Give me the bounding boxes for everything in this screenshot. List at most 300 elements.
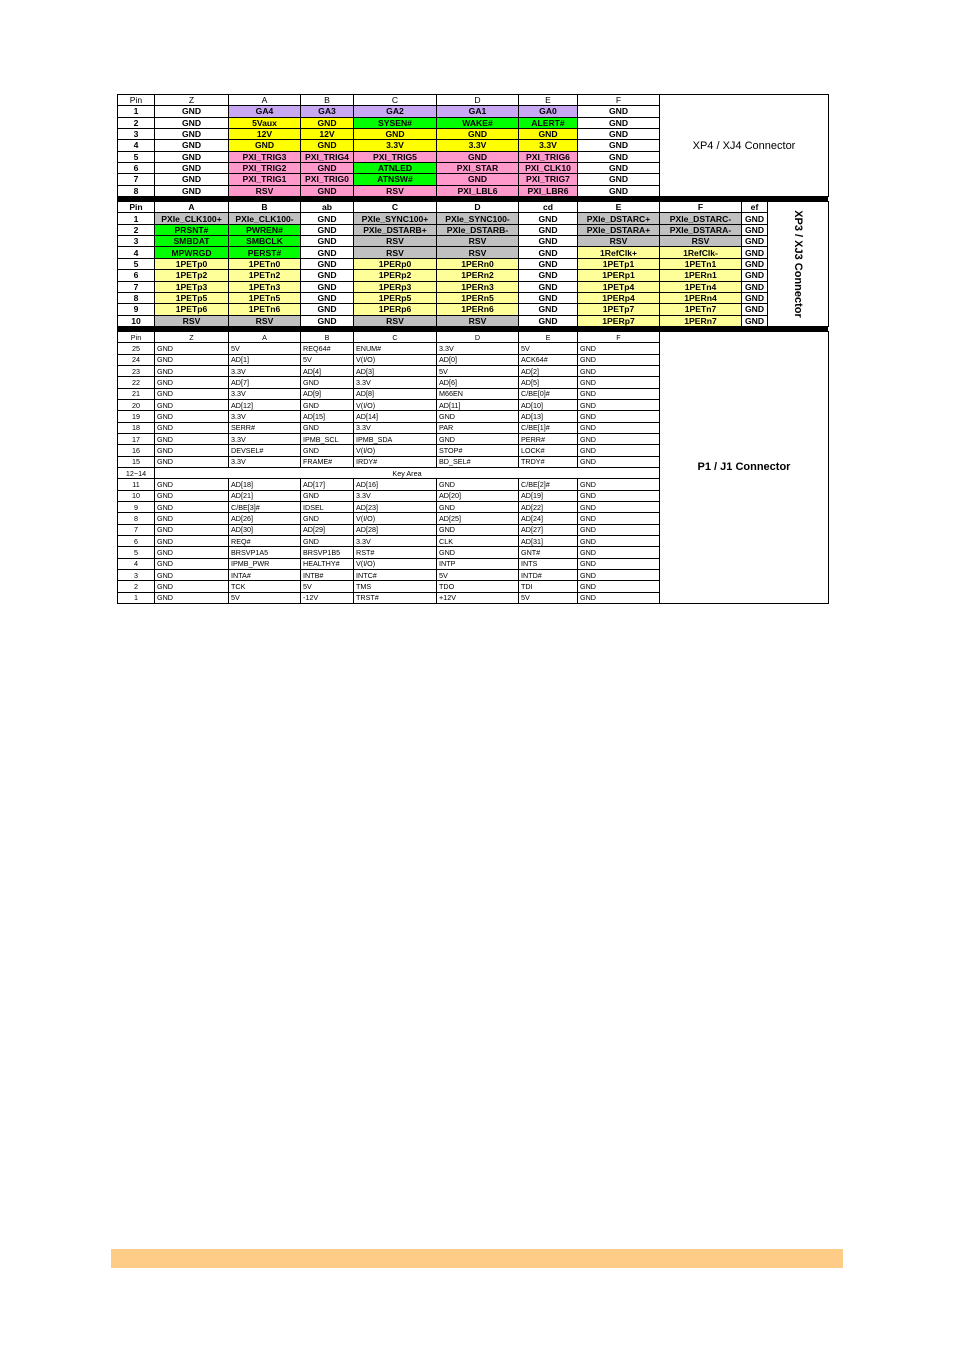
- pin-number: 4: [118, 247, 155, 258]
- pin-signal: GND: [301, 258, 354, 269]
- pin-signal: V(I/O): [354, 513, 437, 524]
- pin-signal: AD[12]: [229, 399, 301, 410]
- pin-number: 23: [118, 365, 155, 376]
- pin-signal: GA4: [229, 106, 301, 117]
- column-header: F: [578, 332, 660, 343]
- connector-label: XP3 / XJ3 Connector: [792, 210, 804, 318]
- pin-signal: AD[15]: [301, 411, 354, 422]
- pin-signal: GND: [578, 365, 660, 376]
- pin-signal: 1PERp1: [578, 270, 660, 281]
- pin-signal: TDI: [519, 581, 578, 592]
- pin-number: 7: [118, 174, 155, 185]
- pin-signal: GND: [437, 547, 519, 558]
- pin-signal: GND: [354, 128, 437, 139]
- column-header: Pin: [118, 332, 155, 343]
- pin-signal: GND: [155, 524, 229, 535]
- pin-number: 7: [118, 524, 155, 535]
- pin-signal: GND: [301, 185, 354, 196]
- pin-signal: 3.3V: [229, 365, 301, 376]
- pin-signal: PXI_TRIG4: [301, 151, 354, 162]
- pin-signal: GA0: [519, 106, 578, 117]
- pin-signal: GND: [742, 281, 768, 292]
- pin-signal: 5V: [301, 354, 354, 365]
- pin-signal: 1PERn1: [660, 270, 742, 281]
- pin-signal: 1PERp2: [354, 270, 437, 281]
- pin-signal: IRDY#: [354, 456, 437, 467]
- pin-signal: GND: [742, 304, 768, 315]
- pin-signal: GND: [155, 535, 229, 546]
- pin-signal: AD[16]: [354, 479, 437, 490]
- pin-signal: AD[5]: [519, 377, 578, 388]
- pin-signal: GND: [437, 174, 519, 185]
- pin-signal: IPMB_SCL: [301, 433, 354, 444]
- column-header: Z: [155, 95, 229, 106]
- pin-number: 11: [118, 479, 155, 490]
- pin-signal: AD[22]: [519, 501, 578, 512]
- column-header: cd: [519, 202, 578, 213]
- pin-signal: GND: [578, 377, 660, 388]
- pin-signal: RSV: [354, 236, 437, 247]
- pin-signal: GND: [155, 558, 229, 569]
- pin-number: 5: [118, 547, 155, 558]
- pin-signal: FRAME#: [301, 456, 354, 467]
- pin-signal: 1PERp6: [354, 304, 437, 315]
- pin-signal: GND: [301, 224, 354, 235]
- pin-signal: RST#: [354, 547, 437, 558]
- pin-signal: 3.3V: [437, 140, 519, 151]
- pin-signal: GND: [578, 128, 660, 139]
- pin-signal: AD[11]: [437, 399, 519, 410]
- pin-signal: ALERT#: [519, 117, 578, 128]
- pin-signal: GND: [742, 258, 768, 269]
- pin-signal: 1PERn5: [437, 292, 519, 303]
- pin-signal: GND: [578, 490, 660, 501]
- key-area-label: Key Area: [155, 467, 660, 478]
- column-header: A: [155, 202, 229, 213]
- pin-signal: PXIe_DSTARB+: [354, 224, 437, 235]
- column-header: F: [578, 95, 660, 106]
- column-header: Pin: [118, 202, 155, 213]
- pin-signal: RSV: [578, 236, 660, 247]
- pin-signal: AD[30]: [229, 524, 301, 535]
- pin-signal: AD[14]: [354, 411, 437, 422]
- pin-signal: ATNSW#: [354, 174, 437, 185]
- pin-signal: GND: [155, 354, 229, 365]
- pin-signal: C/BE[1]#: [519, 422, 578, 433]
- pin-signal: GND: [301, 315, 354, 326]
- table-row: [118, 213, 829, 224]
- pin-signal: 1PETn0: [229, 258, 301, 269]
- pin-signal: ATNLED: [354, 162, 437, 173]
- pin-signal: 1PETn3: [229, 281, 301, 292]
- column-header: E: [578, 202, 660, 213]
- pin-signal: GND: [578, 399, 660, 410]
- pin-signal: 12V: [229, 128, 301, 139]
- pin-signal: GND: [155, 185, 229, 196]
- pin-number: 18: [118, 422, 155, 433]
- pin-signal: PXI_TRIG3: [229, 151, 301, 162]
- table-row: [118, 281, 829, 292]
- pin-signal: PXI_TRIG7: [519, 174, 578, 185]
- pin-signal: GND: [742, 224, 768, 235]
- pin-signal: 5Vaux: [229, 117, 301, 128]
- pin-signal: 1PETn1: [660, 258, 742, 269]
- pin-signal: PXIe_DSTARC+: [578, 213, 660, 224]
- pin-signal: GND: [519, 128, 578, 139]
- pin-number: 8: [118, 292, 155, 303]
- pin-signal: GND: [155, 377, 229, 388]
- pin-signal: AD[26]: [229, 513, 301, 524]
- pin-signal: SERR#: [229, 422, 301, 433]
- column-header: E: [519, 95, 578, 106]
- pin-signal: AD[9]: [301, 388, 354, 399]
- pin-signal: 3.3V: [354, 535, 437, 546]
- pin-signal: GND: [578, 547, 660, 558]
- pin-signal: GND: [301, 140, 354, 151]
- pin-signal: GND: [155, 513, 229, 524]
- pin-number: 4: [118, 140, 155, 151]
- pin-signal: 1PETp6: [155, 304, 229, 315]
- pin-signal: GND: [301, 236, 354, 247]
- pin-signal: 1PETp0: [155, 258, 229, 269]
- pin-signal: BD_SEL#: [437, 456, 519, 467]
- pin-signal: PXI_TRIG1: [229, 174, 301, 185]
- pin-signal: GND: [155, 456, 229, 467]
- pin-signal: GND: [578, 513, 660, 524]
- pin-number: 12~14: [118, 467, 155, 478]
- pin-signal: BRSVP1B5: [301, 547, 354, 558]
- pin-signal: GND: [155, 547, 229, 558]
- pin-signal: M66EN: [437, 388, 519, 399]
- pin-signal: RSV: [354, 247, 437, 258]
- pin-signal: GND: [578, 343, 660, 354]
- pin-signal: V(I/O): [354, 354, 437, 365]
- column-header: ef: [742, 202, 768, 213]
- pin-signal: GND: [155, 433, 229, 444]
- pin-signal: 1PERp5: [354, 292, 437, 303]
- pin-signal: 1PERn4: [660, 292, 742, 303]
- pin-signal: RSV: [437, 247, 519, 258]
- pin-signal: GND: [742, 247, 768, 258]
- pin-signal: TRDY#: [519, 456, 578, 467]
- pin-number: 24: [118, 354, 155, 365]
- pin-signal: C/BE[2]#: [519, 479, 578, 490]
- pin-signal: GND: [578, 581, 660, 592]
- pin-signal: GND: [301, 281, 354, 292]
- pin-signal: PRSNT#: [155, 224, 229, 235]
- pin-signal: GND: [155, 151, 229, 162]
- pin-signal: GND: [578, 535, 660, 546]
- pin-number: 3: [118, 128, 155, 139]
- pin-signal: GND: [301, 377, 354, 388]
- pin-signal: MPWRGD: [155, 247, 229, 258]
- pin-signal: GND: [155, 365, 229, 376]
- pin-signal: 3.3V: [229, 433, 301, 444]
- pin-signal: GND: [155, 501, 229, 512]
- pin-signal: GND: [578, 456, 660, 467]
- p1-table-body: [118, 332, 829, 604]
- pin-signal: 1PERn0: [437, 258, 519, 269]
- pin-signal: AD[20]: [437, 490, 519, 501]
- pin-signal: TDO: [437, 581, 519, 592]
- pin-signal: 1PETp4: [578, 281, 660, 292]
- pin-signal: GNT#: [519, 547, 578, 558]
- pin-signal: PERR#: [519, 433, 578, 444]
- header-row: [118, 95, 829, 106]
- p1-connector-table: [117, 331, 829, 604]
- pin-signal: AD[18]: [229, 479, 301, 490]
- pin-signal: INTP: [437, 558, 519, 569]
- pin-signal: PWREN#: [229, 224, 301, 235]
- pin-signal: PERST#: [229, 247, 301, 258]
- pin-signal: INTA#: [229, 569, 301, 580]
- pin-signal: RSV: [354, 315, 437, 326]
- pin-signal: PXI_STAR: [437, 162, 519, 173]
- xp4-connector-table: [117, 94, 829, 197]
- pin-signal: AD[17]: [301, 479, 354, 490]
- pin-signal: PXIe_DSTARB-: [437, 224, 519, 235]
- pin-signal: SYSEN#: [354, 117, 437, 128]
- pin-signal: PXI_TRIG2: [229, 162, 301, 173]
- pin-signal: AD[25]: [437, 513, 519, 524]
- pin-signal: IPMB_PWR: [229, 558, 301, 569]
- pin-number: 4: [118, 558, 155, 569]
- pin-signal: GND: [578, 106, 660, 117]
- pin-signal: RSV: [155, 315, 229, 326]
- table-row: [118, 247, 829, 258]
- header-row: [118, 332, 829, 343]
- pin-signal: AD[31]: [519, 535, 578, 546]
- pin-signal: INTB#: [301, 569, 354, 580]
- pin-signal: DEVSEL#: [229, 445, 301, 456]
- pin-signal: GND: [519, 315, 578, 326]
- pin-signal: AD[21]: [229, 490, 301, 501]
- pin-signal: GND: [578, 445, 660, 456]
- pin-signal: PXIe_CLK100+: [155, 213, 229, 224]
- pin-signal: GND: [578, 524, 660, 535]
- pin-signal: 3.3V: [519, 140, 578, 151]
- pin-signal: RSV: [660, 236, 742, 247]
- column-header: D: [437, 202, 519, 213]
- pin-signal: 1PETn5: [229, 292, 301, 303]
- pin-signal: PXIe_SYNC100+: [354, 213, 437, 224]
- pin-number: 16: [118, 445, 155, 456]
- pin-signal: GA2: [354, 106, 437, 117]
- pin-number: 6: [118, 535, 155, 546]
- pin-signal: GND: [301, 535, 354, 546]
- pin-signal: PXI_LBR6: [519, 185, 578, 196]
- pin-signal: GND: [578, 388, 660, 399]
- pin-signal: 5V: [301, 581, 354, 592]
- pin-signal: GND: [437, 433, 519, 444]
- pin-signal: GND: [301, 490, 354, 501]
- pin-signal: GND: [437, 151, 519, 162]
- header-row: [118, 202, 829, 213]
- pin-signal: GND: [155, 106, 229, 117]
- pin-signal: PXIe_DSTARC-: [660, 213, 742, 224]
- pin-signal: PXI_CLK10: [519, 162, 578, 173]
- pin-signal: 5V: [437, 569, 519, 580]
- pin-signal: GND: [578, 422, 660, 433]
- pin-signal: PXIe_SYNC100-: [437, 213, 519, 224]
- pin-signal: GND: [437, 524, 519, 535]
- pin-number: 3: [118, 569, 155, 580]
- pin-number: 22: [118, 377, 155, 388]
- pin-signal: AD[19]: [519, 490, 578, 501]
- pin-number: 19: [118, 411, 155, 422]
- xp4-table-body: [118, 95, 829, 197]
- pin-signal: ENUM#: [354, 343, 437, 354]
- pin-number: 6: [118, 270, 155, 281]
- pin-signal: V(I/O): [354, 445, 437, 456]
- pin-signal: GND: [155, 128, 229, 139]
- pin-signal: SMBDAT: [155, 236, 229, 247]
- xp3-table-body: [118, 202, 829, 327]
- pin-number: 10: [118, 490, 155, 501]
- pin-signal: 1RefClk+: [578, 247, 660, 258]
- pin-signal: RSV: [229, 185, 301, 196]
- pin-signal: TMS: [354, 581, 437, 592]
- pin-signal: GND: [578, 558, 660, 569]
- pin-signal: GND: [519, 258, 578, 269]
- pin-signal: 1PERn6: [437, 304, 519, 315]
- pin-signal: GND: [578, 479, 660, 490]
- column-header: A: [229, 332, 301, 343]
- pin-signal: GND: [229, 140, 301, 151]
- pin-signal: 1PETp1: [578, 258, 660, 269]
- pin-signal: GND: [155, 162, 229, 173]
- pin-signal: AD[3]: [354, 365, 437, 376]
- pin-signal: GND: [155, 569, 229, 580]
- pin-signal: GND: [742, 292, 768, 303]
- pin-signal: GND: [578, 117, 660, 128]
- column-header: C: [354, 95, 437, 106]
- pin-number: 1: [118, 213, 155, 224]
- pin-signal: GND: [301, 399, 354, 410]
- pin-number: 8: [118, 185, 155, 196]
- pin-signal: AD[7]: [229, 377, 301, 388]
- pin-signal: C/BE[3]#: [229, 501, 301, 512]
- pin-signal: GND: [437, 128, 519, 139]
- pin-signal: 3.3V: [354, 490, 437, 501]
- pin-signal: PAR: [437, 422, 519, 433]
- column-header: B: [229, 202, 301, 213]
- pin-signal: IDSEL: [301, 501, 354, 512]
- pin-signal: AD[2]: [519, 365, 578, 376]
- pin-signal: PXI_TRIG6: [519, 151, 578, 162]
- pin-number: 2: [118, 117, 155, 128]
- pin-signal: REQ#: [229, 535, 301, 546]
- pin-signal: GND: [155, 117, 229, 128]
- pin-signal: RSV: [229, 315, 301, 326]
- pin-signal: AD[27]: [519, 524, 578, 535]
- pin-number: 1: [118, 106, 155, 117]
- pin-signal: GND: [437, 501, 519, 512]
- pin-number: 1: [118, 592, 155, 603]
- pin-signal: 3.3V: [437, 343, 519, 354]
- pin-signal: 1PERn7: [660, 315, 742, 326]
- column-header: ab: [301, 202, 354, 213]
- pin-signal: GND: [155, 445, 229, 456]
- column-header: E: [519, 332, 578, 343]
- pin-signal: GND: [742, 315, 768, 326]
- table-row: [118, 236, 829, 247]
- pin-number: 15: [118, 456, 155, 467]
- pin-number: 10: [118, 315, 155, 326]
- column-header: C: [354, 202, 437, 213]
- column-header: D: [437, 95, 519, 106]
- pin-signal: 1PERp3: [354, 281, 437, 292]
- pin-signal: 1PERp4: [578, 292, 660, 303]
- pin-signal: INTD#: [519, 569, 578, 580]
- pin-signal: GND: [519, 304, 578, 315]
- pin-signal: GND: [519, 213, 578, 224]
- pin-signal: 5V: [229, 592, 301, 603]
- pin-signal: 3.3V: [354, 422, 437, 433]
- pin-signal: AD[23]: [354, 501, 437, 512]
- footer-bar: [111, 1249, 843, 1268]
- connector-label: P1 / J1 Connector: [660, 332, 829, 604]
- column-header: Pin: [118, 95, 155, 106]
- pin-signal: GND: [578, 592, 660, 603]
- pin-signal: GND: [742, 213, 768, 224]
- pin-number: 17: [118, 433, 155, 444]
- pin-signal: RSV: [437, 236, 519, 247]
- pin-signal: GND: [519, 236, 578, 247]
- table-row: [118, 292, 829, 303]
- pin-signal: 1PETp5: [155, 292, 229, 303]
- pin-number: 9: [118, 501, 155, 512]
- column-header: F: [660, 202, 742, 213]
- column-header: D: [437, 332, 519, 343]
- pin-signal: AD[1]: [229, 354, 301, 365]
- pin-signal: AD[29]: [301, 524, 354, 535]
- pin-signal: +12V: [437, 592, 519, 603]
- pin-signal: 5V: [437, 365, 519, 376]
- pin-signal: GND: [155, 581, 229, 592]
- pin-signal: PXI_TRIG0: [301, 174, 354, 185]
- pin-signal: 1PETp7: [578, 304, 660, 315]
- pin-signal: AD[24]: [519, 513, 578, 524]
- column-header: B: [301, 95, 354, 106]
- pin-signal: GND: [437, 479, 519, 490]
- table-row: [118, 315, 829, 326]
- pin-signal: V(I/O): [354, 399, 437, 410]
- table-row: [118, 258, 829, 269]
- pin-signal: 12V: [301, 128, 354, 139]
- table-row: [118, 270, 829, 281]
- pin-signal: GND: [578, 411, 660, 422]
- pin-signal: 1PERp7: [578, 315, 660, 326]
- pin-signal: GND: [301, 292, 354, 303]
- pin-signal: GND: [519, 224, 578, 235]
- pin-signal: TCK: [229, 581, 301, 592]
- pin-signal: GND: [155, 490, 229, 501]
- pin-signal: 1PERp0: [354, 258, 437, 269]
- table-row: [118, 304, 829, 315]
- pin-signal: 3.3V: [229, 388, 301, 399]
- column-header: B: [301, 332, 354, 343]
- pin-signal: GND: [578, 174, 660, 185]
- pin-signal: SMBCLK: [229, 236, 301, 247]
- pin-number: 8: [118, 513, 155, 524]
- pin-signal: GND: [155, 399, 229, 410]
- pin-signal: V(I/O): [354, 558, 437, 569]
- pin-signal: GND: [578, 433, 660, 444]
- pin-signal: INTC#: [354, 569, 437, 580]
- pin-signal: 1PETn2: [229, 270, 301, 281]
- pin-signal: GND: [301, 513, 354, 524]
